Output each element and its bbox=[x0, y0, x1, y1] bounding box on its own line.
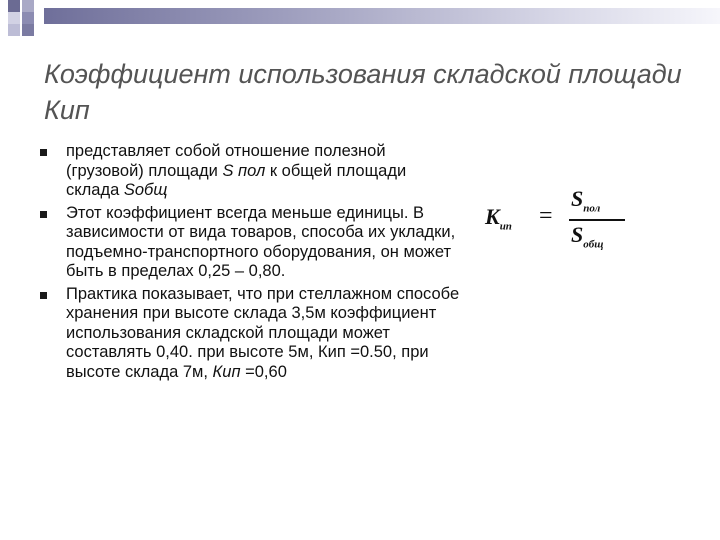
formula-k: $K_{ип}$ bbox=[485, 204, 512, 233]
deco-square bbox=[8, 12, 20, 24]
deco-square bbox=[8, 0, 20, 12]
bullet-square-icon bbox=[40, 292, 47, 299]
deco-square bbox=[8, 24, 20, 36]
formula-numerator: $S_{пол}$ bbox=[571, 186, 601, 215]
header-decoration bbox=[0, 0, 720, 44]
deco-square bbox=[22, 24, 34, 36]
bullet-square-icon bbox=[40, 149, 47, 156]
formula-denominator: $S_{общ}$ bbox=[571, 222, 604, 251]
fraction-line bbox=[569, 219, 625, 221]
kip-formula bbox=[485, 186, 645, 256]
bullet-item: Этот коэффициент всегда меньше единицы. В зависимости от вида товаров, способа их укладки, подъемно-транспортного оборудования, он может быть в пределах 0,25 – 0,80. bbox=[40, 204, 460, 282]
bullet-square-icon bbox=[40, 211, 47, 218]
slide-title: Коэффициент использования складской площади Кип bbox=[44, 59, 682, 125]
bullet-item: Практика показывает, что при стеллажном способе хранения при высоте склада 3,5м коэффициент использования складской площади может составлять 0,40. при высоте 5м, Кип =0.50, при высоте склада 7м, Кип =0,60 bbox=[40, 285, 460, 383]
bullet-item: представляет собой отношение полезной (грузовой) площади S пол к общей площади склада Sобщ bbox=[40, 142, 460, 201]
deco-square bbox=[22, 0, 34, 12]
header-gradient-bar bbox=[44, 8, 720, 24]
bullet-list bbox=[40, 142, 460, 385]
formula-equals: = bbox=[539, 203, 553, 229]
deco-square bbox=[22, 12, 34, 24]
